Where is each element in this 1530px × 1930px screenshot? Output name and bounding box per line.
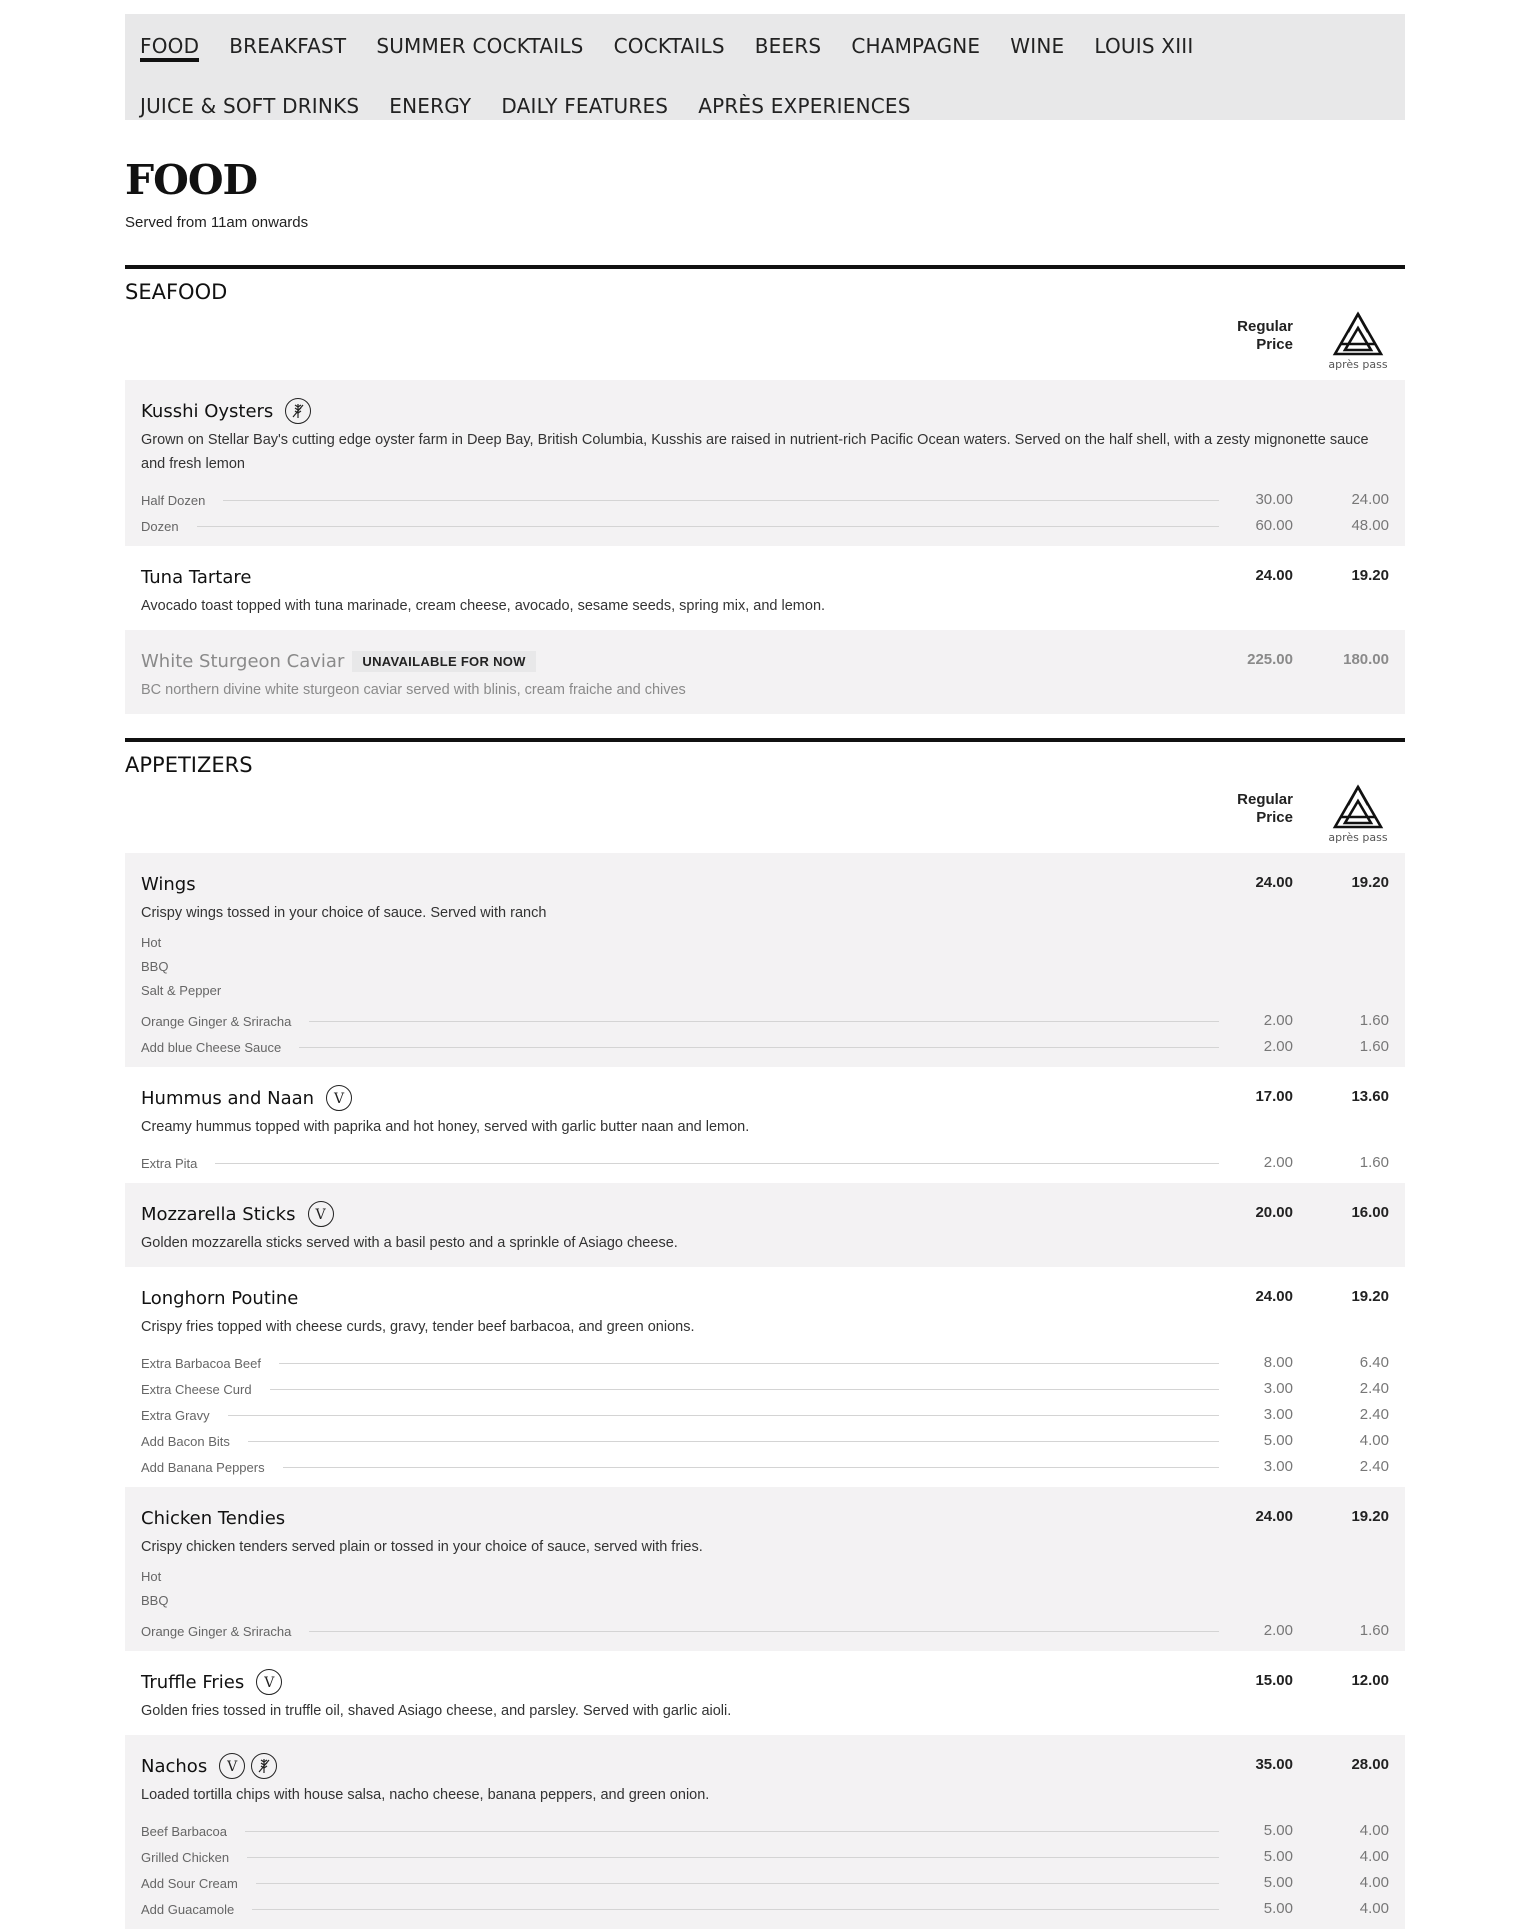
menu-item-wings bbox=[125, 853, 1405, 1067]
tab-summer-cocktails[interactable]: SUMMER COCKTAILS bbox=[376, 34, 584, 58]
item-name: Chicken Tendies bbox=[141, 1507, 286, 1529]
menu-item-hummus-and-naan bbox=[125, 1067, 1405, 1183]
regular-price-header: Regular Price bbox=[1237, 791, 1293, 826]
tab-louis-xiii[interactable]: LOUIS XIII bbox=[1094, 34, 1194, 58]
apres-pass-logo-icon bbox=[1325, 783, 1391, 845]
menu-item-truffle-fries bbox=[125, 1651, 1405, 1735]
item-option: Add Bacon Bits 5.00 4.00 bbox=[141, 1432, 1389, 1449]
item-name: Kusshi Oysters bbox=[141, 400, 274, 422]
menu-item-longhorn-poutine bbox=[125, 1267, 1405, 1487]
page-subtitle: Served from 11am onwards bbox=[125, 214, 309, 231]
pass-price: 16.00 bbox=[1351, 1204, 1389, 1221]
regular-price: 225.00 bbox=[1247, 651, 1293, 668]
pass-price: 19.20 bbox=[1351, 874, 1389, 891]
item-name: Longhorn Poutine bbox=[141, 1287, 299, 1309]
item-option: Dozen 60.00 48.00 bbox=[141, 517, 1389, 534]
item-name: Truffle Fries bbox=[141, 1671, 245, 1693]
item-description: BC northern divine white sturgeon caviar served with blinis, cream fraiche and chives bbox=[141, 682, 686, 698]
item-name: Tuna Tartare bbox=[141, 566, 252, 588]
item-option: Add Sour Cream 5.00 4.00 bbox=[141, 1874, 1389, 1891]
item-name: Hummus and Naan bbox=[141, 1087, 315, 1109]
regular-price: 24.00 bbox=[1255, 567, 1293, 584]
pass-price: 19.20 bbox=[1351, 567, 1389, 584]
pass-price: 12.00 bbox=[1351, 1672, 1389, 1689]
menu-item-mozzarella-sticks bbox=[125, 1183, 1405, 1267]
item-description: Golden fries tossed in truffle oil, shaved Asiago cheese, and parsley. Served with garlic aioli. bbox=[141, 1703, 732, 1719]
tab-breakfast[interactable]: BREAKFAST bbox=[229, 34, 347, 58]
item-option: Add Guacamole 5.00 4.00 bbox=[141, 1900, 1389, 1917]
item-option: Extra Barbacoa Beef 8.00 6.40 bbox=[141, 1354, 1389, 1371]
item-option: Orange Ginger & Sriracha 2.00 1.60 bbox=[141, 1012, 1389, 1029]
item-option: Grilled Chicken 5.00 4.00 bbox=[141, 1848, 1389, 1865]
item-description: Crispy wings tossed in your choice of sauce. Served with ranch bbox=[141, 905, 547, 921]
column-headers bbox=[125, 304, 1405, 380]
sauce-option: Hot bbox=[141, 1569, 162, 1584]
vegetarian-icon: V bbox=[219, 1753, 245, 1779]
item-description: Crispy fries topped with cheese curds, gravy, tender beef barbacoa, and green onions. bbox=[141, 1319, 695, 1335]
nav-row-2 bbox=[140, 88, 1390, 134]
tab-wine[interactable]: WINE bbox=[1010, 34, 1065, 58]
item-name: Wings bbox=[141, 873, 196, 895]
column-headers bbox=[125, 777, 1405, 853]
vegetarian-icon: V bbox=[256, 1669, 282, 1695]
item-option: Extra Gravy 3.00 2.40 bbox=[141, 1406, 1389, 1423]
sauce-option: BBQ bbox=[141, 959, 169, 974]
tab-daily-features[interactable]: DAILY FEATURES bbox=[501, 94, 669, 118]
item-option: Half Dozen 30.00 24.00 bbox=[141, 491, 1389, 508]
section-title: SEAFOOD bbox=[125, 280, 228, 304]
menu-page bbox=[125, 14, 1405, 1929]
regular-price: 24.00 bbox=[1255, 1508, 1293, 1525]
gluten-free-icon bbox=[285, 398, 311, 424]
vegetarian-icon: V bbox=[326, 1085, 352, 1111]
regular-price: 15.00 bbox=[1255, 1672, 1293, 1689]
svg-text:après pass: après pass bbox=[1328, 831, 1388, 844]
pass-price: 19.20 bbox=[1351, 1508, 1389, 1525]
page-title: FOOD bbox=[125, 156, 258, 204]
pass-price: 19.20 bbox=[1351, 1288, 1389, 1305]
item-option: Add blue Cheese Sauce 2.00 1.60 bbox=[141, 1038, 1389, 1055]
sauce-option: Hot bbox=[141, 935, 162, 950]
tab-juice-soft-drinks[interactable]: JUICE & SOFT DRINKS bbox=[140, 94, 360, 118]
sauce-option: Salt & Pepper bbox=[141, 983, 222, 998]
nav-row-1 bbox=[140, 28, 1390, 74]
menu-item-nachos bbox=[125, 1735, 1405, 1929]
pass-price: 13.60 bbox=[1351, 1088, 1389, 1105]
tab-food[interactable]: FOOD bbox=[140, 28, 199, 62]
item-description: Crispy chicken tenders served plain or tossed in your choice of sauce, served with fries. bbox=[141, 1539, 703, 1555]
menu-item-tuna-tartare bbox=[125, 546, 1405, 630]
menu-item-chicken-tendies bbox=[125, 1487, 1405, 1651]
category-nav bbox=[125, 14, 1405, 120]
item-name: Mozzarella Sticks bbox=[141, 1203, 296, 1225]
item-option: Beef Barbacoa 5.00 4.00 bbox=[141, 1822, 1389, 1839]
vegetarian-icon: V bbox=[308, 1201, 334, 1227]
section-appetizers bbox=[125, 738, 1405, 1929]
item-name: Nachos bbox=[141, 1755, 208, 1777]
item-option: Extra Pita 2.00 1.60 bbox=[141, 1154, 1389, 1171]
regular-price: 17.00 bbox=[1255, 1088, 1293, 1105]
regular-price-header: Regular Price bbox=[1237, 318, 1293, 353]
regular-price: 20.00 bbox=[1255, 1204, 1293, 1221]
section-seafood bbox=[125, 265, 1405, 714]
pass-price: 28.00 bbox=[1351, 1756, 1389, 1773]
item-description: Golden mozzarella sticks served with a basil pesto and a sprinkle of Asiago cheese. bbox=[141, 1235, 678, 1251]
tab-cocktails[interactable]: COCKTAILS bbox=[613, 34, 725, 58]
regular-price: 35.00 bbox=[1255, 1756, 1293, 1773]
item-description: Grown on Stellar Bay's cutting edge oyster farm in Deep Bay, British Columbia, Kusshis are raised in nutrient-rich Pacific Ocean waters. Served on the half shell, with a zesty mignonette sauce and fresh lemon bbox=[141, 432, 1369, 472]
item-description: Loaded tortilla chips with house salsa, nacho cheese, banana peppers, and green onion. bbox=[141, 1787, 710, 1803]
item-option: Extra Cheese Curd 3.00 2.40 bbox=[141, 1380, 1389, 1397]
item-option: Add Banana Peppers 3.00 2.40 bbox=[141, 1458, 1389, 1475]
item-option: Orange Ginger & Sriracha 2.00 1.60 bbox=[141, 1622, 1389, 1639]
svg-text:après pass: après pass bbox=[1328, 358, 1388, 371]
menu-item-white-sturgeon-caviar bbox=[125, 630, 1405, 714]
item-description: Creamy hummus topped with paprika and hot honey, served with garlic butter naan and lemon. bbox=[141, 1119, 750, 1135]
menu-item-kusshi-oysters bbox=[125, 380, 1405, 546]
unavailable-badge: UNAVAILABLE FOR NOW bbox=[352, 651, 535, 672]
item-name: White Sturgeon Caviar bbox=[141, 650, 345, 672]
section-title: APPETIZERS bbox=[125, 753, 253, 777]
item-description: Avocado toast topped with tuna marinade, cream cheese, avocado, sesame seeds, spring mix, and lemon. bbox=[141, 598, 826, 614]
gluten-free-icon bbox=[251, 1753, 277, 1779]
tab-energy[interactable]: ENERGY bbox=[389, 94, 472, 118]
tab-beers[interactable]: BEERS bbox=[754, 34, 822, 58]
tab-champagne[interactable]: CHAMPAGNE bbox=[851, 34, 981, 58]
regular-price: 24.00 bbox=[1255, 1288, 1293, 1305]
sauce-option: BBQ bbox=[141, 1593, 169, 1608]
pass-price: 180.00 bbox=[1343, 651, 1389, 668]
apres-pass-logo-icon bbox=[1325, 310, 1391, 372]
tab-apres-experiences[interactable]: APRÈS EXPERIENCES bbox=[698, 94, 911, 118]
regular-price: 24.00 bbox=[1255, 874, 1293, 891]
